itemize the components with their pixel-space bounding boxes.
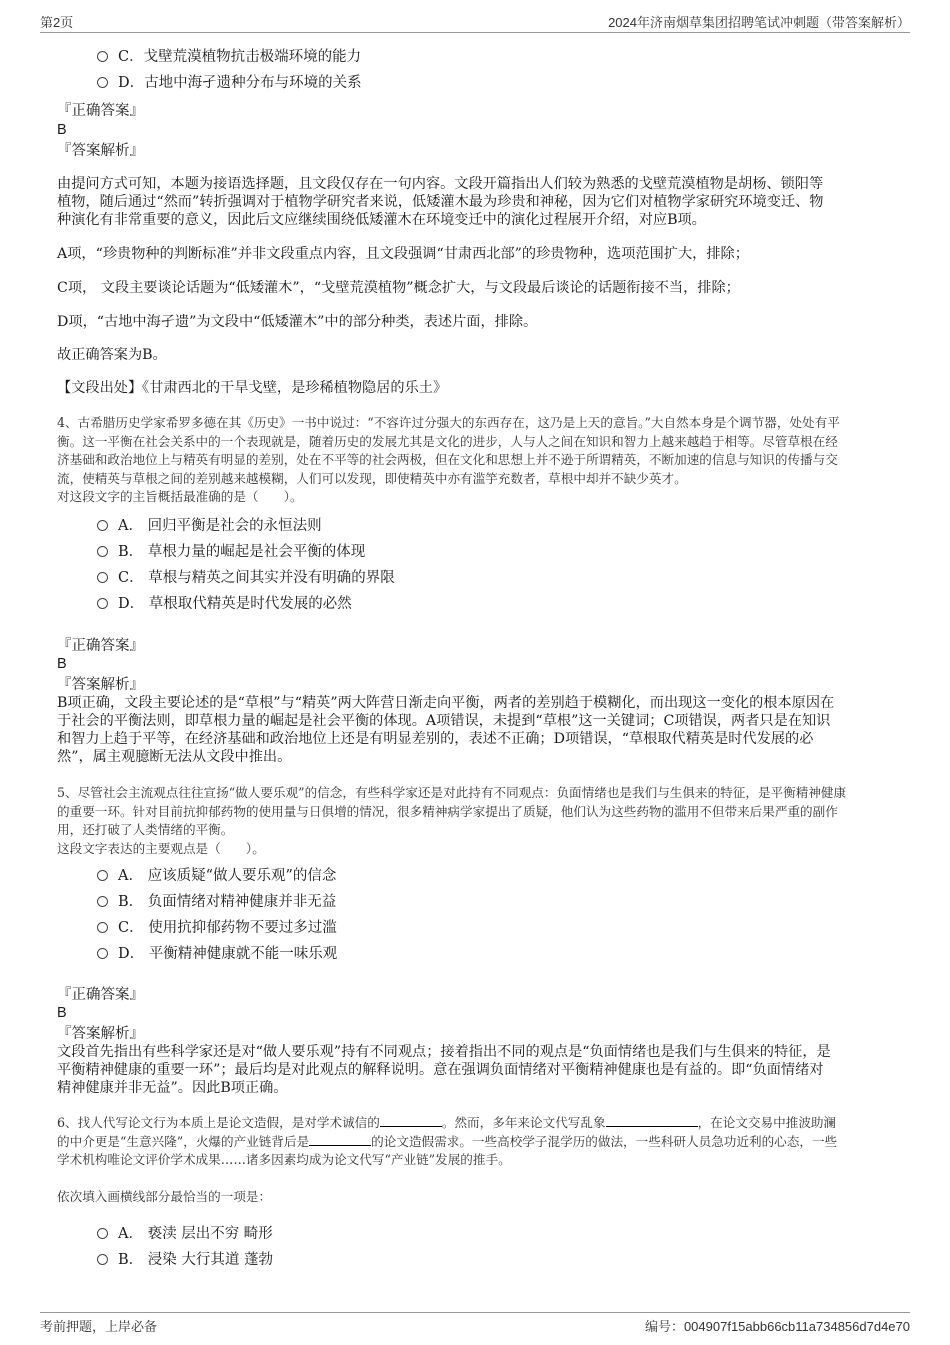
page-header	[40, 12, 910, 33]
q6-blank-2[interactable]	[606, 1114, 698, 1127]
q4-analysis: B项正确，文段主要论述的是“草根”与“精英”两大阵营日渐走向平衡，两者的差别趋于模糊化，而出现这一变化的根本原因在 于社会的平衡法则，即草根力量的崛起是社会平衡的体现。A项错误，未提到“草根”这一关键词；C项错误，两者只是在知识 和智力上趋于平等，在经济基础和政治地位上还是有明显差别的，表述不正确；D项错误，“草根取代精英是时代发展的必 然”，属主观臆断无法从文段中推出。	[57, 695, 835, 765]
document-title: 2024年济南烟草集团招聘笔试冲刺题（带答案解析）	[608, 15, 910, 30]
q5-option-d[interactable]: D． 平衡精神健康就不能一味乐观	[97, 944, 337, 964]
q4-answer: B	[57, 656, 67, 672]
radio-icon[interactable]	[97, 1228, 108, 1239]
q5-analysis: 文段首先指出有些科学家还是对“做人要乐观”持有不同观点；接着指出不同的观点是“负面情绪也是我们与生俱来的特征，是 平衡精神健康的重要一环”；最后均是对此观点的解释说明。意在强调负面情绪对平衡精神健康也是有益的。即“负面情绪对 精神健康并非无益”。因此B项正确。	[57, 1044, 831, 1096]
q3-option-d[interactable]: D．古地中海孑遗种分布与环境的关系	[97, 73, 362, 93]
q5-answer: B	[57, 1005, 67, 1021]
q5-answer-label: 『正确答案』	[57, 987, 144, 1003]
q4-option-a[interactable]: A． 回归平衡是社会的永恒法则	[97, 516, 322, 536]
radio-icon[interactable]	[97, 598, 108, 609]
radio-icon[interactable]	[97, 870, 108, 881]
radio-icon[interactable]	[97, 77, 108, 88]
q4-answer-label: 『正确答案』	[57, 638, 144, 654]
q3-analysis-label: 『答案解析』	[57, 143, 144, 159]
radio-icon[interactable]	[97, 572, 108, 583]
q4-option-b[interactable]: B． 草根力量的崛起是社会平衡的体现	[97, 542, 365, 562]
q6-question: 依次填入画横线部分最恰当的一项是：	[57, 1189, 272, 1204]
q6-option-a[interactable]: A． 亵渎 层出不穷 畸形	[97, 1224, 273, 1244]
q6-blank-3[interactable]	[309, 1133, 371, 1146]
q4-option-c[interactable]: C． 草根与精英之间其实并没有明确的界限	[97, 568, 395, 588]
q4-analysis-label: 『答案解析』	[57, 677, 144, 693]
q3-conclusion: 故正确答案为B。	[57, 347, 167, 363]
q5-option-a[interactable]: A． 应该质疑“做人要乐观”的信念	[97, 866, 336, 886]
q5-option-b[interactable]: B． 负面情绪对精神健康并非无益	[97, 892, 336, 912]
q6-option-b[interactable]: B． 浸染 大行其道 蓬勃	[97, 1250, 273, 1270]
radio-icon[interactable]	[97, 896, 108, 907]
page-footer	[40, 1312, 910, 1335]
q3-note-a: A项，“珍贵物种的判断标准”并非文段重点内容，且文段强调“甘肃西北部”的珍贵物种，选项范围扩大，排除；	[57, 246, 749, 262]
document-id: 编号：004907f15abb66cb11a734856d7d4e70	[644, 1319, 910, 1334]
radio-icon[interactable]	[97, 948, 108, 959]
radio-icon[interactable]	[97, 1254, 108, 1265]
q3-answer: B	[57, 122, 67, 138]
q6-blank-1[interactable]	[380, 1114, 442, 1127]
q6-stem-line-2: 的中介更是“生意兴隆”，火爆的产业链背后是 的论文造假需求。一些高校学子混学历的做法，一些科研人员急功近利的心态，一些	[57, 1133, 838, 1149]
q3-note-c: C项， 文段主要谈论话题为“低矮灌木”，“戈壁荒漠植物”概念扩大，与文段最后谈论的话题衔接不当，排除；	[57, 280, 740, 296]
q3-source: 【文段出处】《甘肃西北的干旱戈壁，是珍稀植物隐居的乐土》	[57, 380, 448, 396]
page-number: 第2页	[40, 15, 74, 30]
q5-option-c[interactable]: C． 使用抗抑郁药物不要过多过滥	[97, 918, 337, 938]
radio-icon[interactable]	[97, 520, 108, 531]
q5-stem: 5、尽管社会主流观点往往宣扬“做人要乐观”的信念，有些科学家还是对此持有不同观点：负面情绪也是我们与生俱来的特征，是平衡精神健康 的重要一环。针对目前抗抑郁药物的使用量与日俱增的情况，很多精神病学家提出了质疑，他们认为这些药物的滥用不但带来后果严重的副作 用，还打破了人类情绪的平衡。 这段文字表达的主要观点是（ ）。	[57, 785, 847, 856]
q3-note-d: D项，“古地中海孑遗”为文段中“低矮灌木”中的部分种类，表述片面，排除。	[57, 314, 538, 330]
q4-option-d[interactable]: D． 草根取代精英是时代发展的必然	[97, 594, 352, 614]
q3-option-c[interactable]: C．戈壁荒漠植物抗击极端环境的能力	[97, 47, 361, 67]
radio-icon[interactable]	[97, 546, 108, 557]
radio-icon[interactable]	[97, 51, 108, 62]
q3-answer-label: 『正确答案』	[57, 103, 144, 119]
footer-slogan: 考前押题，上岸必备	[40, 1319, 158, 1334]
q6-stem-line-1: 6、找人代写论文行为本质上是论文造假，是对学术诚信的 。然而，多年来论文代写乱象 ，在论文交易中推波助澜	[57, 1115, 837, 1130]
q4-stem: 4、古希腊历史学家希罗多德在其《历史》一书中说过：“不容许过分强大的东西存在，这乃是上天的意旨。”大自然本身是个调节器，处处有平 衡。这一平衡在社会关系中的一个表现就是，随着历史的发展尤其是文化的进步，人与人之间在知识和智力上越来越趋于相等。尽管草根在经 济基础和政治地位上与精英有明显的差别，处在不平等的社会两极，但在文化和思想上并不逊于所谓精英，不断加速的信息与知识的传播与交 流，使精英与草根之间的差别越来越模糊，人们可以发现，即使精英中亦有滥竽充数者，草根中却并不缺少英才。 对这段文字的主旨概括最准确的是（ ）。	[57, 415, 840, 504]
q5-analysis-label: 『答案解析』	[57, 1026, 144, 1042]
q6-stem: 6、找人代写论文行为本质上是论文造假，是对学术诚信的 。然而，多年来论文代写乱象 ，在论文交易中推波助澜 的中介更是“生意兴隆”，火爆的产业链背后是 的论文造假需求。一些高校学子混学历的做法，一些科研人员急功近利的心态，一些 学术机构唯论文评价学术成果……诸多因素均成为论文代写“产业链”发展的推手。	[57, 1115, 838, 1167]
radio-icon[interactable]	[97, 922, 108, 933]
q3-analysis: 由提问方式可知，本题为接语选择题，且文段仅存在一句内容。文段开篇指出人们较为熟悉的戈壁荒漠植物是胡杨、锁阳等 植物，随后通过“然而”转折强调对于植物学研究者来说，低矮灌木最为珍贵和神秘，因为它们对植物学家研究环境变迁、物 种演化有非常重要的意义，因此后文应继续围绕低矮灌木在环境变迁中的演化过程展开介绍，对应B项。	[57, 176, 824, 228]
